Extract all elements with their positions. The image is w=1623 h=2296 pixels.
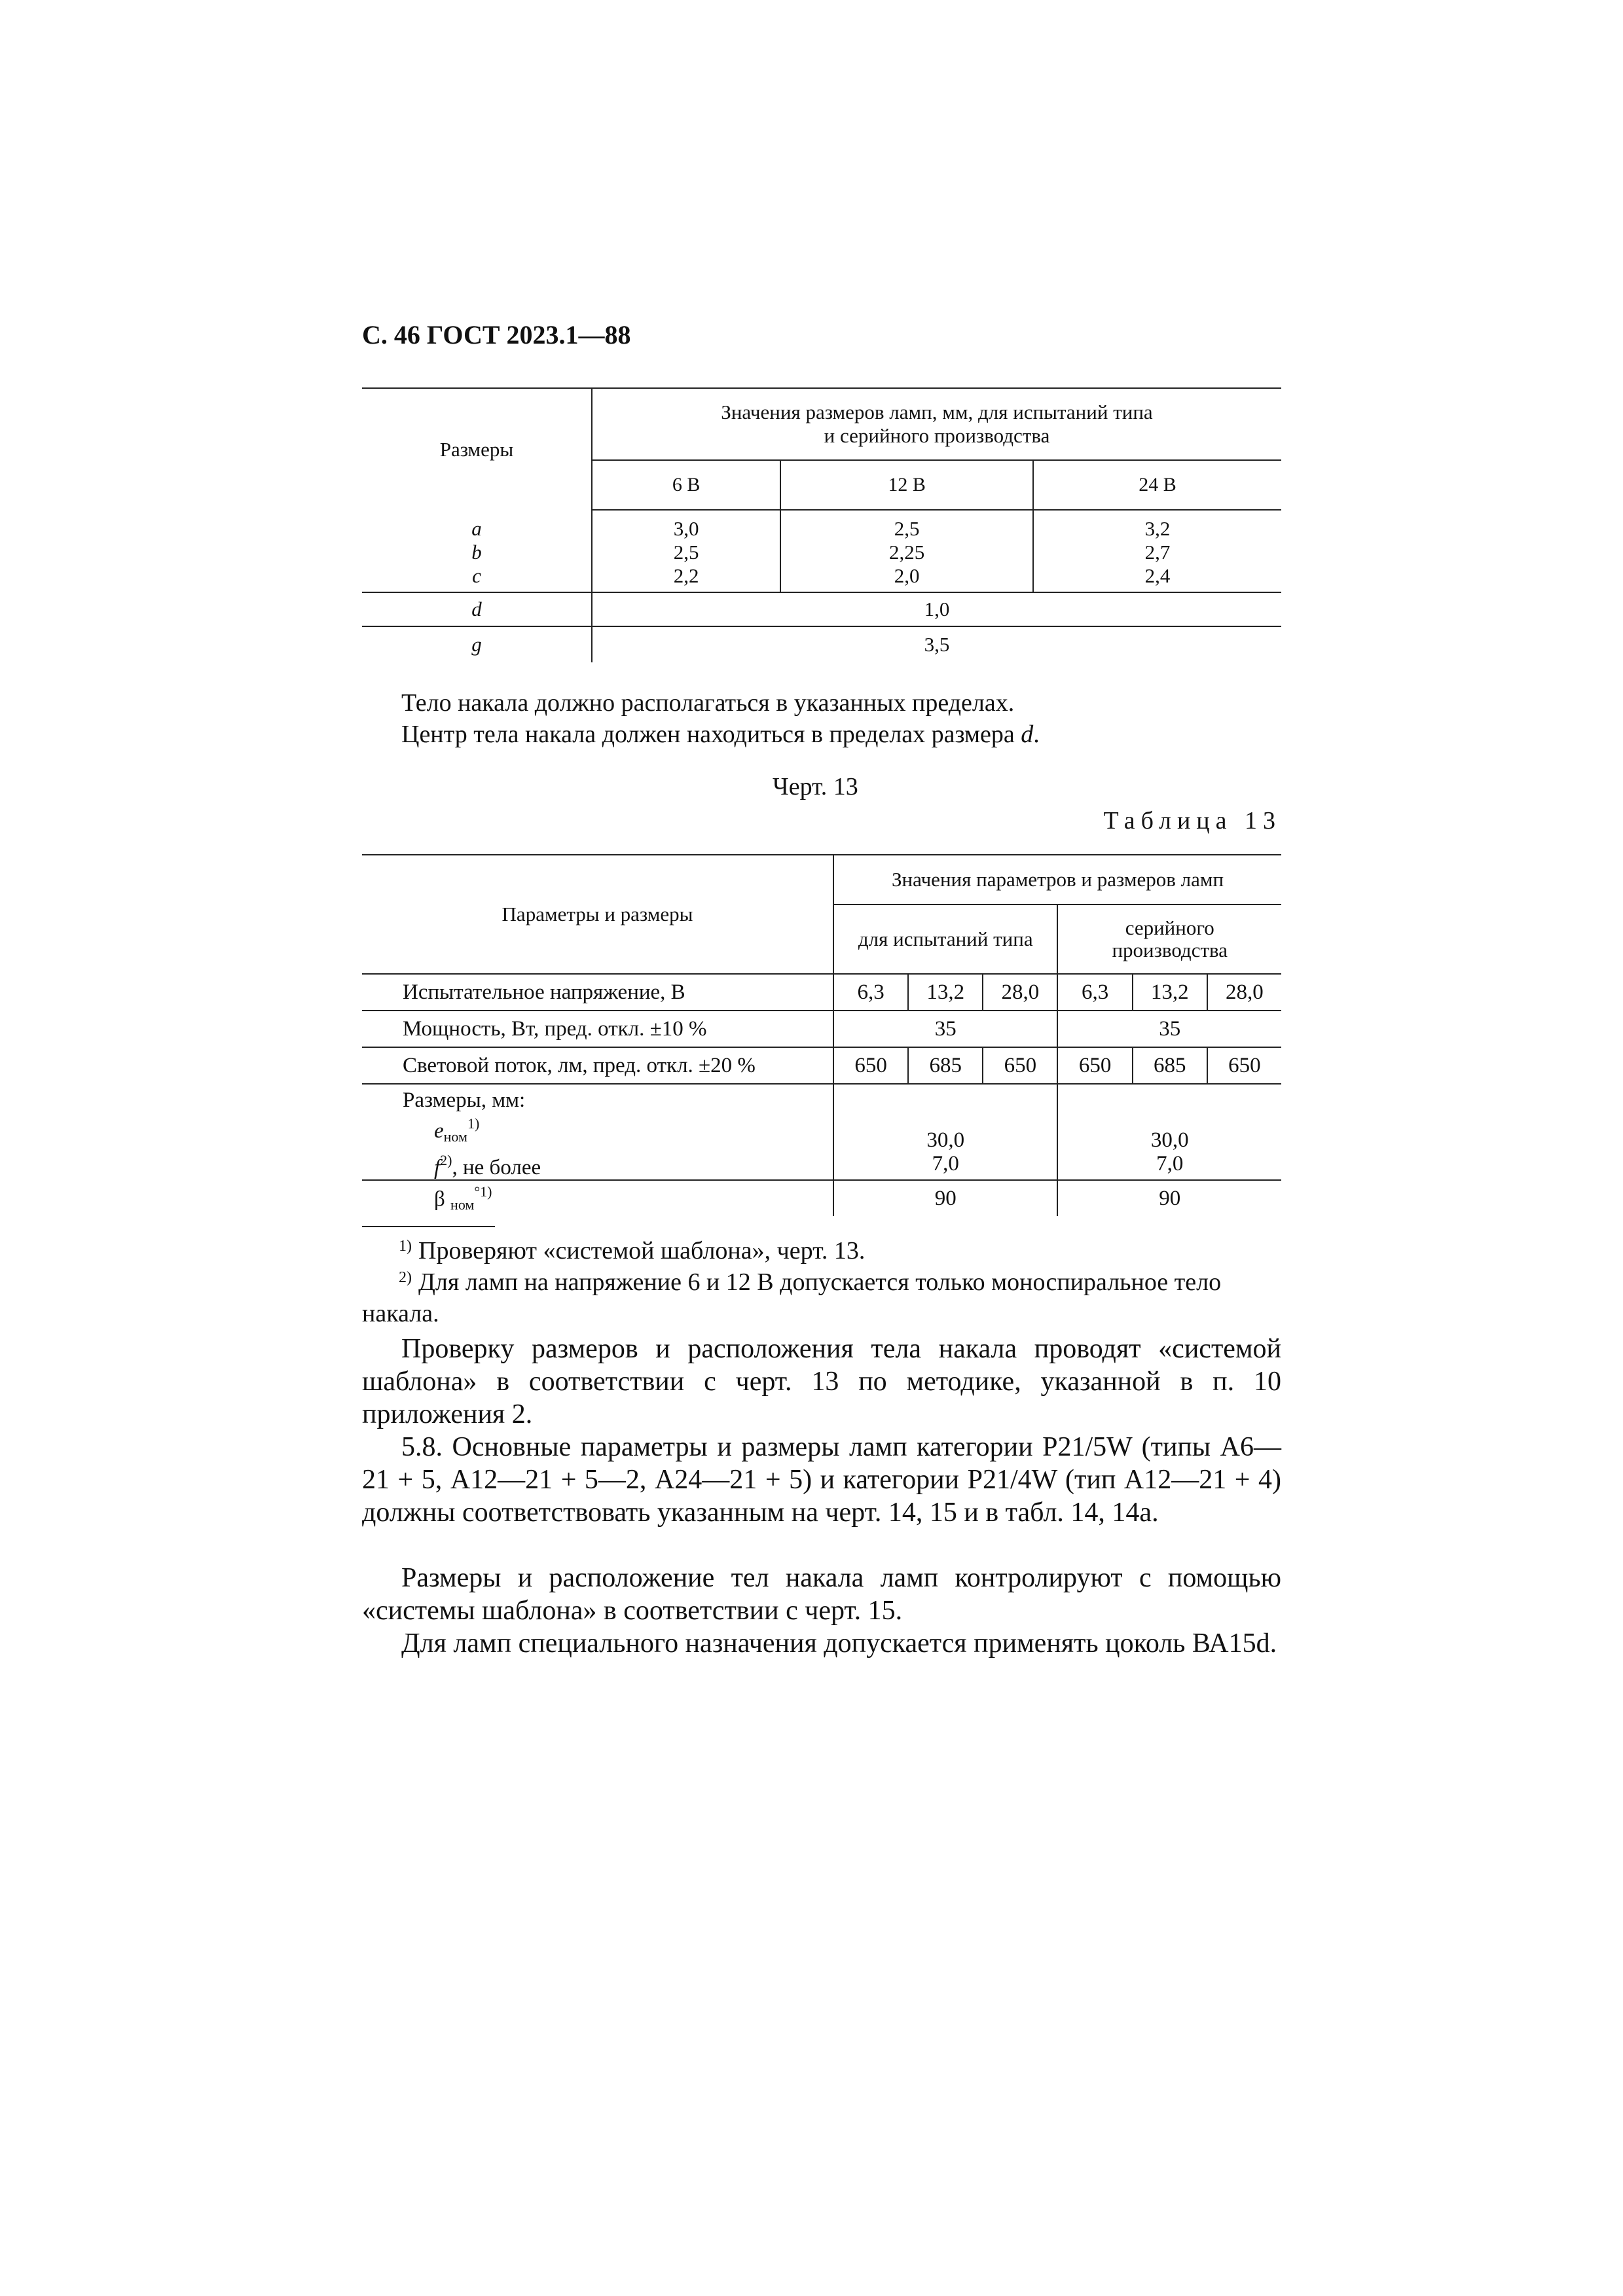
values-header-line-2: и серийного производства	[824, 424, 1050, 447]
paragraph-1: Проверку размеров и расположения тела накала проводят «системой шаблона» в соответствии с черт. 13 по методике, указанной в п. 10 приложения 2.	[362, 1334, 1281, 1429]
values-column-header	[592, 388, 1281, 460]
footnote-1: $^{1)}$ Проверяют «системой шаблона», черт. 13.	[399, 1237, 866, 1265]
values-12v: 2,5 2,25 2,0	[780, 510, 1033, 592]
beta-row-label: β $_{ном}^{^\circ 1)}$	[362, 1180, 833, 1216]
row-labels-abc: a b c	[362, 510, 592, 592]
serial-production-header: серийного производства	[1057, 905, 1281, 974]
voltage-cell: 13,2	[1133, 974, 1207, 1011]
voltage-cell: 13,2	[908, 974, 983, 1011]
parameters-column-header: Параметры и размеры	[362, 855, 833, 974]
dimensions-row-label: Размеры, мм: $e_{ном}^{1)}$ $f^{2)}$, не более	[362, 1084, 833, 1180]
voltage-6v-header: 6 В	[592, 460, 780, 510]
page-header: С. 46 ГОСТ 2023.1—88	[362, 320, 631, 350]
voltage-12v-header: 12 В	[780, 460, 1033, 510]
voltage-cell: 28,0	[983, 974, 1057, 1011]
flux-cell: 685	[908, 1047, 983, 1084]
values-group-header: Значения параметров и размеров ламп	[833, 855, 1281, 905]
footnote-divider	[362, 1226, 495, 1227]
paragraph-3: Размеры и расположение тел накала ламп контролируют с помощью «системы шаблона» в соответствии с черт. 15.	[362, 1563, 1281, 1626]
table-row	[362, 592, 1281, 626]
dimensions-table	[362, 387, 1281, 662]
beta-type-value: 90	[833, 1180, 1057, 1216]
power-serial-value: 35	[1057, 1011, 1281, 1047]
footnote-2: $^{2)}$ Для ламп на напряжение 6 и 12 В допускается только моноспиральное тело накала.	[362, 1268, 1222, 1327]
flux-cell: 650	[833, 1047, 908, 1084]
row-label-g: g	[362, 626, 592, 662]
row-label-d: d	[362, 592, 592, 626]
power-row-label: Мощность, Вт, пред. откл. ±10 %	[362, 1011, 833, 1047]
table-caption: Таблица 13	[1103, 807, 1281, 834]
flux-row-label: Световой поток, лм, пред. откл. ±20 %	[362, 1047, 833, 1084]
values-header-line-1: Значения размеров ламп, мм, для испытаний типа	[721, 401, 1153, 423]
note-line-1: Тело накала должно располагаться в указанных пределах.	[401, 689, 1015, 717]
dimensions-type-values: 30,0 7,0	[833, 1084, 1057, 1180]
beta-serial-value: 90	[1159, 1186, 1181, 1210]
voltage-cell: 6,3	[833, 974, 908, 1011]
table-row	[362, 626, 1281, 662]
sizes-column-header: Размеры	[362, 388, 592, 510]
flux-cell: 650	[1057, 1047, 1132, 1084]
paragraph-2: 5.8. Основные параметры и размеры ламп категории Р21/5W (типы А6—21 + 5, А12—21 + 5—2, А24—21 + 5) и категории Р21/4W (тип А12—21 + 4) должны соответствовать указанным на черт. 14, 15 и в табл. 14, 14а.	[362, 1432, 1281, 1528]
dimensions-serial-values: 30,0 7,0	[1057, 1084, 1281, 1180]
flux-cell: 685	[1133, 1047, 1207, 1084]
parameters-table	[362, 854, 1281, 1216]
table-row	[362, 1084, 1281, 1180]
note-line-2: Центр тела накала должен находиться в пределах размера d.	[401, 721, 1040, 748]
table-row	[362, 1047, 1281, 1084]
table-row	[362, 974, 1281, 1011]
flux-cell: 650	[983, 1047, 1057, 1084]
values-6v: 3,0 2,5 2,2	[592, 510, 780, 592]
voltage-24v-header: 24 В	[1033, 460, 1281, 510]
type-test-header: для испытаний типа	[833, 905, 1057, 974]
voltage-cell: 28,0	[1207, 974, 1281, 1011]
value-g: 3,5	[924, 633, 950, 656]
flux-cell: 650	[1207, 1047, 1281, 1084]
values-24v: 3,2 2,7 2,4	[1033, 510, 1281, 592]
voltage-row-label: Испытательное напряжение, В	[362, 974, 833, 1011]
value-d: 1,0	[592, 592, 1281, 626]
paragraph-4: Для ламп специального назначения допускается применять цоколь ВА15d.	[401, 1628, 1277, 1659]
table-row	[362, 1011, 1281, 1047]
power-type-value: 35	[833, 1011, 1057, 1047]
table-row	[362, 510, 1281, 592]
voltage-cell: 6,3	[1057, 974, 1132, 1011]
table-row	[362, 1180, 1281, 1216]
figure-caption: Черт. 13	[773, 773, 858, 800]
